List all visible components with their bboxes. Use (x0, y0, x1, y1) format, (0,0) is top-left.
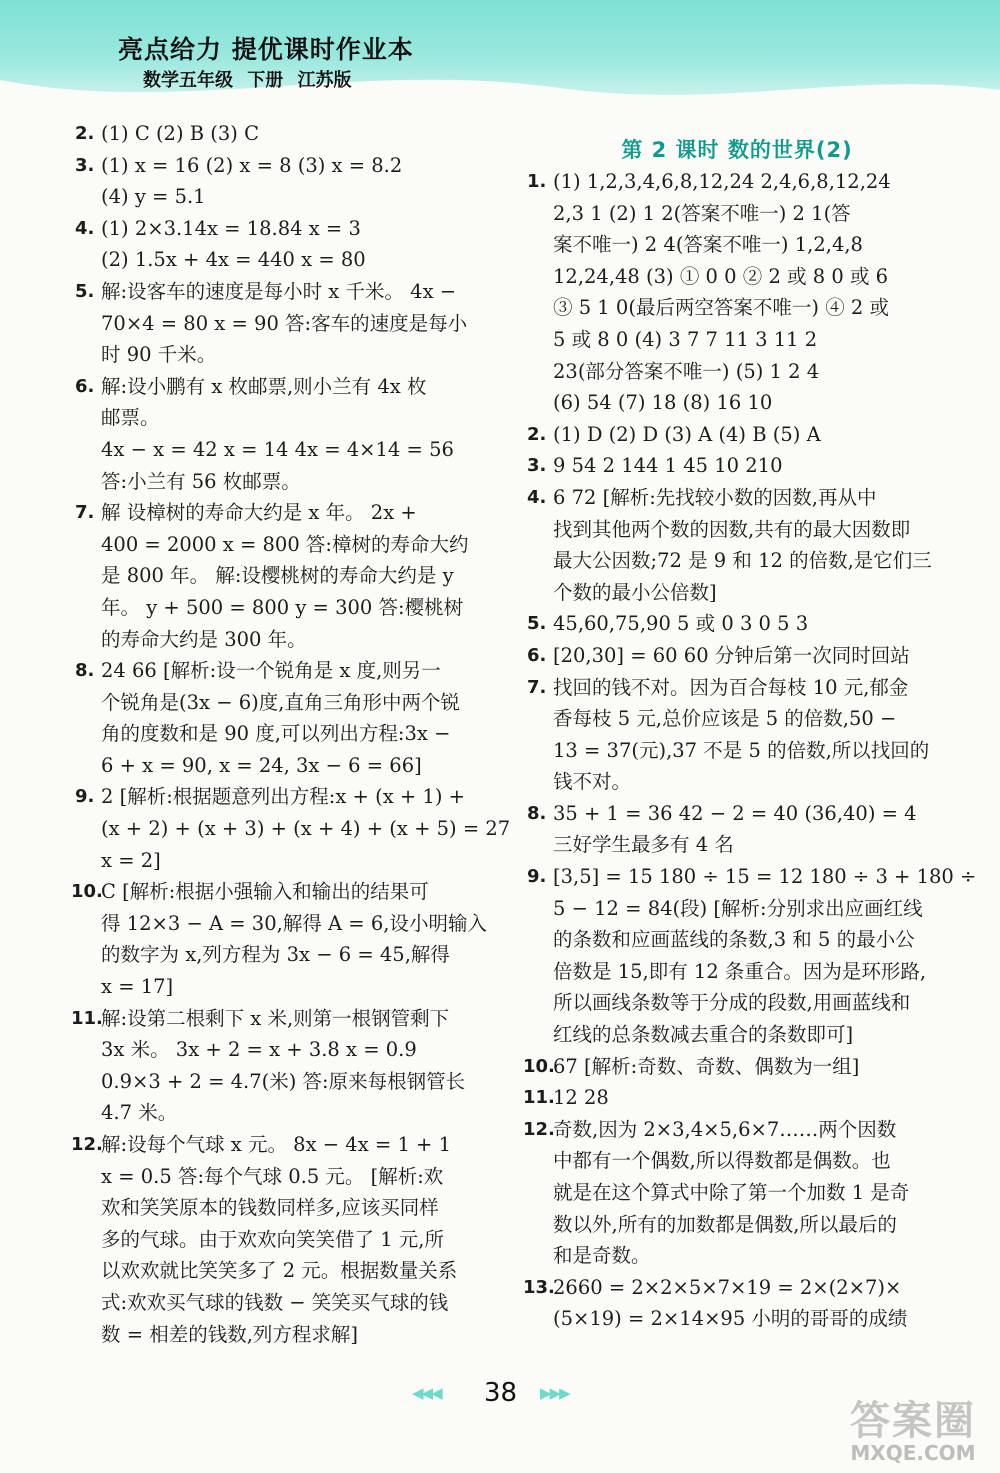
answer-line: 4x − x = 42 x = 14 4x = 4×14 = 56 (101, 437, 454, 461)
answer-line: 找回的钱不对。因为百合每枝 10 元,郁金 (553, 675, 909, 699)
answer-item (71, 1003, 495, 1129)
answer-line: 13 = 37(元),37 不是 5 的倍数,所以找回的 (553, 738, 930, 762)
answer-number: 6. (527, 644, 547, 666)
answer-line: 6 + x = 90, x = 24, 3x − 6 = 66] (101, 753, 422, 777)
answer-item (75, 213, 495, 276)
answer-line: 5 或 8 0 (4) 3 7 7 11 3 11 2 (553, 327, 818, 351)
answer-line: 数 = 相差的钱数,列方程求解] (101, 1322, 359, 1346)
answer-line: 欢和笑笑原本的钱数同样多,应该买同样 (101, 1196, 439, 1220)
answer-number: 9. (527, 866, 547, 888)
answer-line: 得 12×3 − A = 30,解得 A = 6,设小明输入 (101, 911, 487, 935)
answer-line: 23(部分答案不唯一) (5) 1 2 4 (553, 359, 820, 383)
answer-number: 7. (75, 502, 95, 524)
answer-line: 解:设每个气球 x 元。 8x − 4x = 1 + 1 (101, 1133, 451, 1156)
answer-number: 13. (523, 1276, 555, 1298)
answer-line: (1) 1,2,3,4,6,8,12,24 2,4,6,8,12,24 (553, 170, 891, 193)
answer-number: 11. (71, 1007, 103, 1029)
answer-line: 400 = 2000 x = 800 答:樟树的寿命大约 (101, 532, 469, 556)
answer-item (523, 1051, 947, 1083)
answer-item (527, 166, 947, 419)
answer-line: [3,5] = 15 180 ÷ 15 = 12 180 ÷ 3 + 180 ÷ (553, 865, 977, 889)
answer-item (523, 1114, 947, 1272)
answer-line: 中都有一个偶数,所以得数都是偶数。也 (553, 1149, 891, 1173)
prev-arrows-icon: ◀◀◀ (412, 1384, 441, 1402)
answer-number: 9. (75, 786, 95, 808)
answer-number: 11. (523, 1087, 555, 1109)
answer-number: 10. (523, 1055, 555, 1077)
answer-item (527, 450, 947, 482)
answer-item (75, 150, 495, 213)
answer-number: 12. (523, 1118, 555, 1140)
answer-line: 0.9×3 + 2 = 4.7(米) 答:原来每根钢管长 (101, 1069, 466, 1093)
answer-line: 钱不对。 (553, 770, 632, 794)
answer-line: [20,30] = 60 60 分钟后第一次同时回站 (553, 643, 910, 667)
answer-line: 解:设第二根剩下 x 米,则第一根钢管剩下 (101, 1006, 450, 1030)
answer-item (527, 672, 947, 798)
answer-number: 10. (71, 881, 103, 903)
answer-line: 的条数和应画蓝线的条数,3 和 5 的最小公 (553, 928, 915, 952)
book-title: 亮点给力 提优课时作业本 (118, 35, 414, 64)
watermark-text-top: 答案圈 (850, 1398, 976, 1444)
answer-line: 70×4 = 80 x = 90 答:客车的速度是每小 (101, 311, 468, 335)
answer-item (527, 419, 947, 451)
answer-line: 解:设小鹏有 x 枚邮票,则小兰有 4x 枚 (101, 374, 427, 398)
answer-item (527, 861, 977, 1051)
watermark-logo (838, 1400, 988, 1468)
section-title: 第 2 课时 数的世界(2) (621, 138, 853, 162)
answer-line: 个锐角是(3x − 6)度,直角三角形中两个锐 (101, 690, 460, 714)
answer-line: 邮票。 (101, 406, 160, 430)
answer-item (75, 118, 495, 150)
answer-line: (1) x = 16 (2) x = 8 (3) x = 8.2 (101, 153, 403, 177)
answer-line: 12,24,48 (3) ① 0 0 ② 2 或 8 0 或 6 (553, 264, 889, 288)
answer-line: 三好学生最多有 4 名 (553, 833, 734, 857)
answer-line: 数以外,所有的加数都是偶数,所以最后的 (553, 1212, 897, 1236)
book-subtitle: 数学五年级 下册 江苏版 (143, 70, 352, 91)
answer-item (523, 1082, 947, 1114)
answer-number: 8. (527, 802, 547, 824)
answer-number: 3. (75, 154, 95, 176)
answer-item (71, 876, 495, 1002)
answer-item (527, 482, 947, 608)
answer-line: 倍数是 15,即有 12 条重合。因为是环形路, (553, 959, 927, 983)
answer-line: 67 [解析:奇数、奇数、偶数为一组] (553, 1054, 860, 1078)
answers-right-column (523, 118, 977, 1335)
answer-number: 6. (75, 375, 95, 397)
answer-item (75, 655, 495, 781)
answer-line: 的数字为 x,列方程为 3x − 6 = 45,解得 (101, 943, 450, 967)
answer-line: x = 2] (101, 848, 161, 872)
answer-line: 所以画线条数等于分成的段数,用画蓝线和 (553, 991, 911, 1015)
answer-number: 8. (75, 660, 95, 682)
answer-line: 24 66 [解析:设一个锐角是 x 度,则另一 (101, 659, 441, 683)
answer-line: 45,60,75,90 5 或 0 3 0 5 3 (553, 612, 809, 636)
answer-line: (1) 2×3.14x = 18.84 x = 3 (101, 216, 361, 240)
answer-number: 12. (71, 1134, 103, 1155)
answer-number: 5. (75, 280, 95, 302)
answer-line: 答:小兰有 56 枚邮票。 (101, 469, 301, 493)
answer-line: 2660 = 2×2×5×7×19 = 2×(2×7)× (553, 1275, 902, 1299)
answer-number: 2. (527, 423, 547, 445)
answer-line: (1) C (2) B (3) C (101, 122, 260, 145)
answer-number: 3. (527, 455, 547, 477)
answer-line: x = 0.5 答:每个气球 0.5 元。 [解析:欢 (101, 1164, 444, 1188)
answer-line: 35 + 1 = 36 42 − 2 = 40 (36,40) = 4 (553, 801, 917, 825)
answer-line: (2) 1.5x + 4x = 440 x = 80 (101, 248, 366, 272)
answer-line: (4) y = 5.1 (101, 185, 206, 209)
answer-line: 奇数,因为 2×3,4×5,6×7……两个因数 (553, 1117, 897, 1141)
answer-line: C [解析:根据小强输入和输出的结果可 (101, 880, 429, 904)
next-arrows-icon: ▶▶▶ (540, 1384, 569, 1402)
answer-number: 7. (527, 676, 547, 698)
answer-line: 5 − 12 = 84(段) [解析:分别求出应画红线 (553, 896, 923, 920)
answer-line: x = 17] (101, 975, 174, 999)
answer-line: 案不唯一) 2 4(答案不唯一) 1,2,4,8 (553, 233, 863, 257)
answer-number: 5. (527, 613, 547, 635)
answer-line: 解 设樟树的寿命大约是 x 年。 2x + (101, 501, 417, 525)
answer-line: 式:欢欢买气球的钱数 − 笑笑买气球的钱 (101, 1290, 449, 1314)
answer-line: 角的度数和是 90 度,可以列出方程:3x − (101, 722, 451, 746)
answer-line: (1) D (2) D (3) A (4) B (5) A (553, 422, 821, 446)
answer-item (523, 1272, 947, 1335)
answer-number: 1. (527, 171, 547, 192)
answer-line: 时 90 千米。 (101, 343, 217, 367)
answer-line: 和是奇数。 (553, 1244, 651, 1268)
answer-item (527, 640, 947, 672)
answer-line: (6) 54 (7) 18 (8) 16 10 (553, 391, 773, 415)
answer-item (527, 608, 947, 640)
answer-line: 9 54 2 144 1 45 10 210 (553, 454, 783, 478)
answer-line: (x + 2) + (x + 3) + (x + 4) + (x + 5) = 27 (101, 817, 511, 841)
answer-line: 6 72 [解析:先找较小数的因数,再从中 (553, 485, 877, 509)
answer-number: 4. (75, 217, 95, 239)
answer-line: 香每枝 5 元,总价应该是 5 的倍数,50 − (553, 707, 897, 731)
answer-line: 2,3 1 (2) 1 2(答案不唯一) 2 1(答 (553, 201, 851, 225)
answer-number: 2. (75, 123, 95, 144)
page-number: 38 (484, 1378, 518, 1408)
answer-item (75, 276, 495, 371)
answer-line: 年。 y + 500 = 800 y = 300 答:樱桃树 (101, 595, 464, 619)
answer-line: 的寿命大约是 300 年。 (101, 627, 307, 651)
answer-line: ③ 5 1 0(最后两空答案不唯一) ④ 2 或 (553, 296, 890, 320)
answer-line: 解:设客车的速度是每小时 x 千米。 4x − (101, 279, 457, 303)
answer-line: 以欢欢就比笑笑多了 2 元。根据数量关系 (101, 1259, 458, 1283)
answer-line: (5×19) = 2×14×95 小明的哥哥的成绩 (553, 1307, 908, 1331)
answers-left-column (71, 118, 511, 1350)
answer-line: 就是在这个算式中除了第一个加数 1 是奇 (553, 1181, 910, 1204)
answer-number: 4. (527, 486, 547, 508)
watermark-text-bottom: MXQE.COM (850, 1441, 976, 1465)
answer-line: 最大公因数;72 是 9 和 12 的倍数,是它们三 (553, 549, 932, 573)
answer-line: 个数的最小公倍数] (553, 580, 717, 604)
answer-line: 红线的总条数减去重合的条数即可] (553, 1023, 854, 1047)
answer-line: 4.7 米。 (101, 1101, 178, 1125)
answer-item (527, 798, 947, 861)
answer-line: 多的气球。由于欢欢向笑笑借了 1 元,所 (101, 1227, 445, 1251)
answer-item (75, 497, 495, 655)
answer-item (75, 371, 495, 497)
answer-line: 3x 米。 3x + 2 = x + 3.8 x = 0.9 (101, 1038, 417, 1062)
answer-item (71, 1129, 495, 1350)
answer-line: 12 28 (553, 1086, 609, 1110)
answer-item (75, 781, 511, 876)
answer-line: 找到其他两个数的因数,共有的最大因数即 (553, 517, 911, 541)
answer-line: 是 800 年。 解:设樱桃树的寿命大约是 y (101, 564, 454, 588)
answer-line: 2 [解析:根据题意列出方程:x + (x + 1) + (101, 785, 465, 809)
